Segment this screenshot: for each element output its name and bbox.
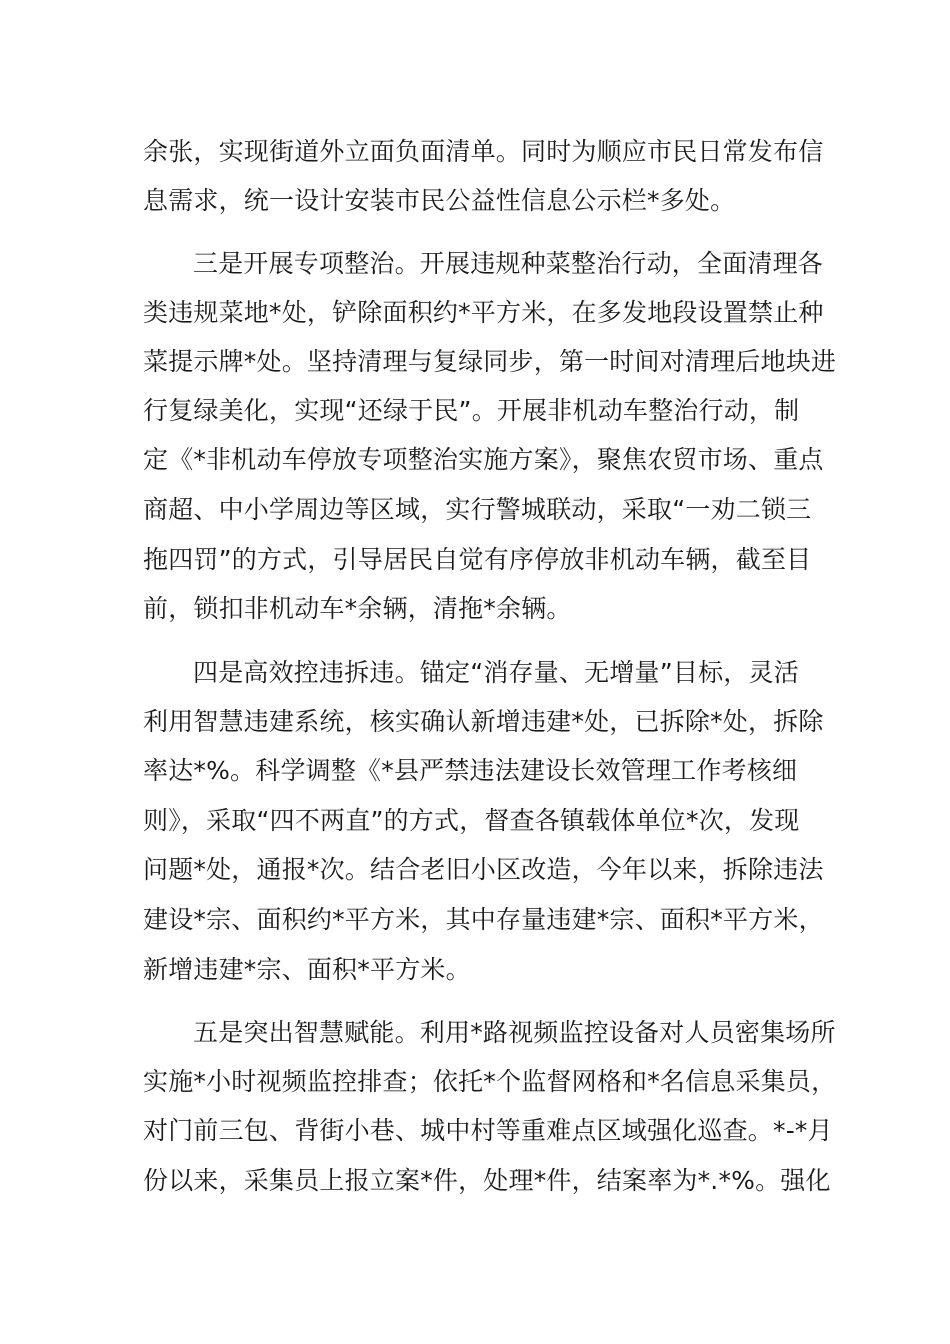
text-line: 份以来，采集员上报立案*件，处理*件，结案率为*.*%。强化 (143, 1166, 831, 1195)
paragraph-start-line: 四是高效控违拆违。锚定“消存量、无增量”目标，灵活 (193, 658, 799, 687)
text-line: 问题*处，通报*次。结合老旧小区改造，今年以来，拆除违法 (143, 855, 824, 884)
text-line: 实施*小时视频监控排查；依托*个监督网格和*名信息采集员， (143, 1067, 837, 1096)
text-line: 菜提示牌*处。坚持清理与复绿同步，第一时间对清理后地块进 (143, 347, 837, 376)
text-line: 行复绿美化，实现“还绿于民”。开展非机动车整治行动，制 (143, 396, 800, 425)
text-line: 利用智慧违建系统，核实确认新增违建*处，已拆除*处，拆除 (143, 707, 824, 736)
paragraph-start-line: 三是开展专项整治。开展违规种菜整治行动，全面清理各 (193, 249, 824, 278)
text-line: 对门前三包、背街小巷、城中村等重难点区域强化巡查。*-*月 (143, 1116, 833, 1145)
text-line: 商超、中小学周边等区域，实行警城联动，采取“一劝二锁三 (143, 495, 812, 524)
text-line: 前，锁扣非机动车*余辆，清拖*余辆。 (143, 594, 572, 623)
text-line: 息需求，统一设计安装市民公益性信息公示栏*多处。 (143, 186, 736, 215)
text-line: 新增违建*宗、面积*平方米。 (143, 955, 471, 984)
text-line: 则》，采取“四不两直”的方式，督查各镇载体单位*次，发现 (143, 806, 800, 835)
text-line: 余张，实现街道外立面负面清单。同时为顺应市民日常发布信 (143, 137, 824, 166)
text-line: 率达*%。科学调整《*县严禁违法建设长效管理工作考核细 (143, 756, 798, 785)
text-line: 类违规菜地*处，铲除面积约*平方米，在多发地段设置禁止种 (143, 298, 824, 327)
text-line: 定《*非机动车停放专项整治实施方案》，聚焦农贸市场、重点 (143, 445, 824, 474)
paragraph-start-line: 五是突出智慧赋能。利用*路视频监控设备对人员密集场所 (193, 1018, 836, 1047)
text-line: 建设*宗、面积约*平方米，其中存量违建*宗、面积*平方米， (143, 905, 824, 934)
text-line: 拖四罚”的方式，引导居民自觉有序停放非机动车辆，截至目 (143, 545, 812, 574)
